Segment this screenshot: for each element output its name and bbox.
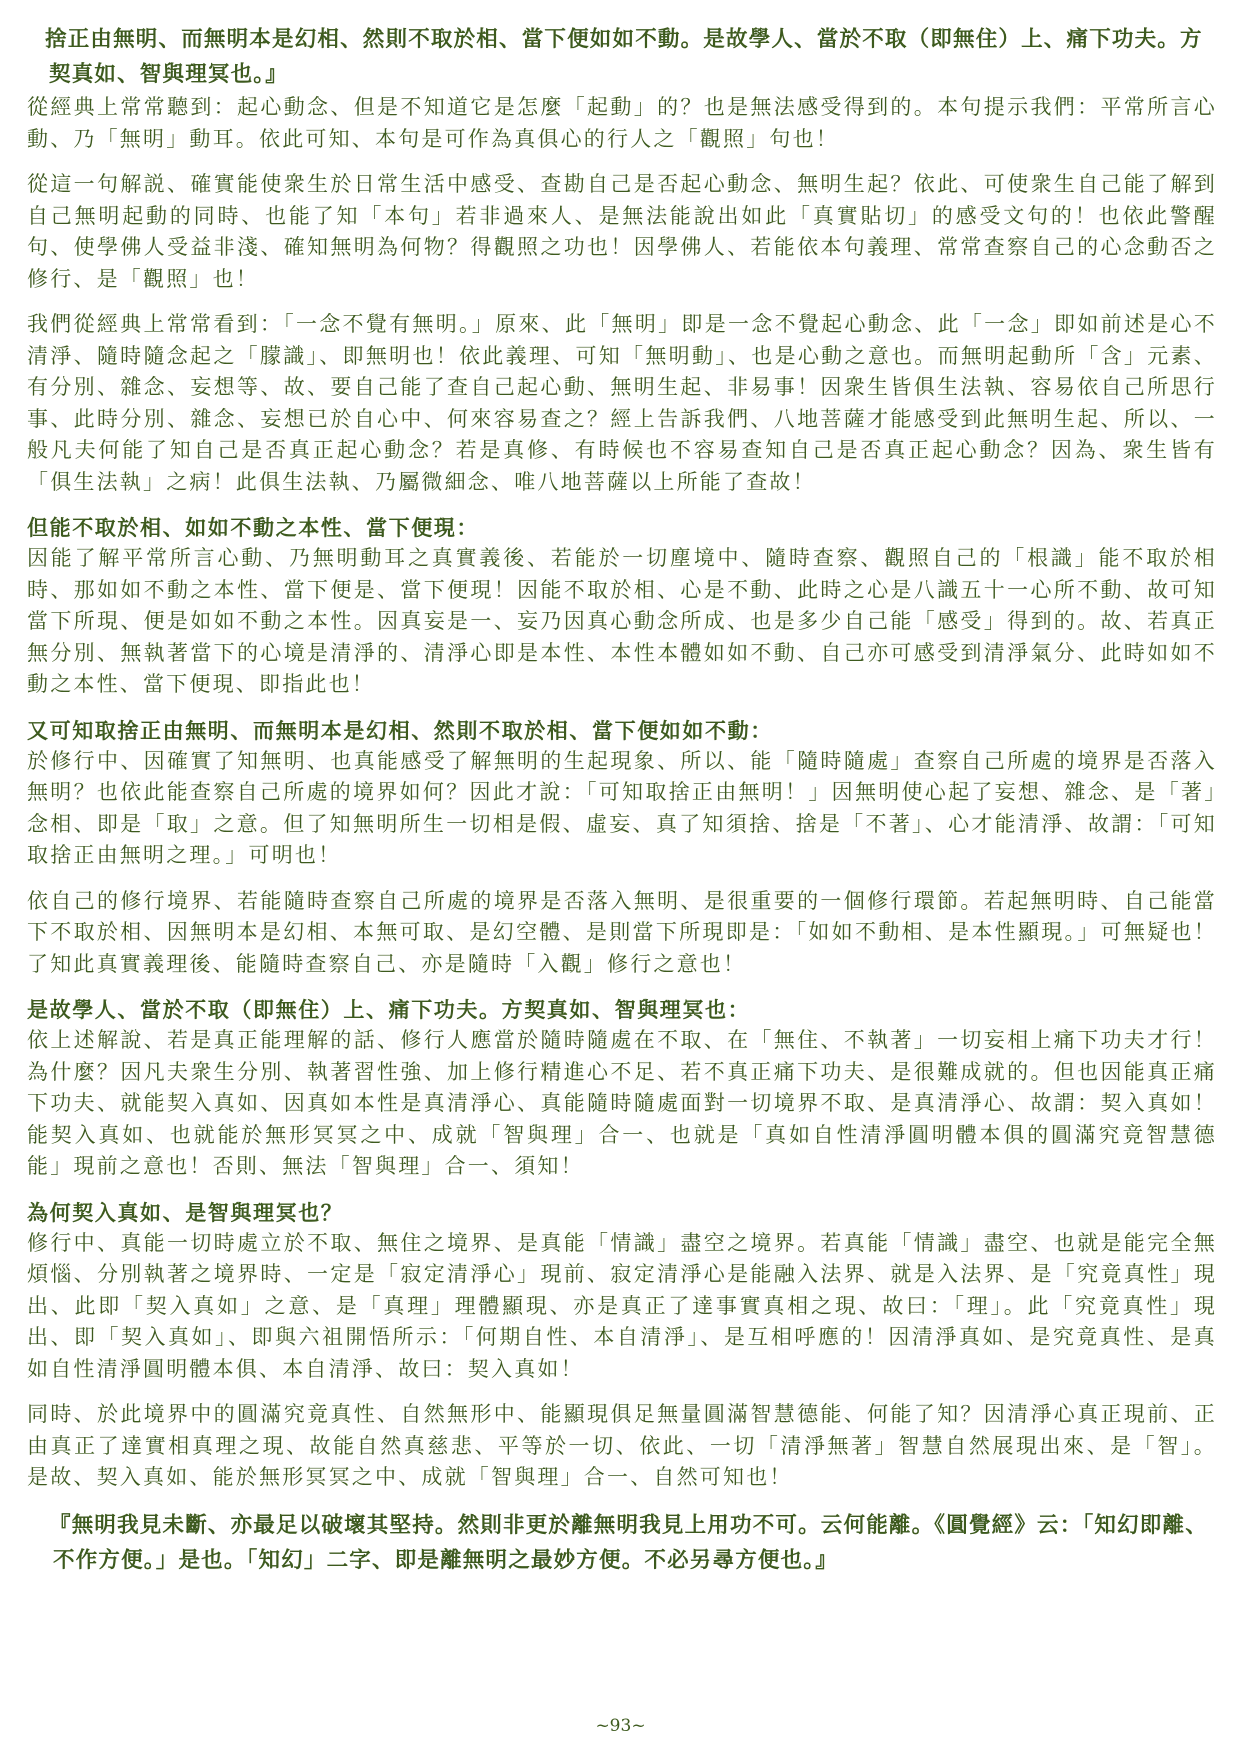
section-heading-2: 但能不取於相、如如不動之本性、當下便現： — [27, 515, 479, 540]
paragraph-section-5-1: 修行中、真能一切時處立於不取、無住之境界、是真能「情識」盡空之境界。若真能「情識」盡空、也就是能完全無煩惱、分別執著之境界時、一定是「寂定清淨心」現前、寂定清淨心是能融入法界、就是入法界、是「究竟真性」現出、此即「契入真如」之意、是「真理」理體顯現、亦是真正了達事實真相之現、故曰：「理」。此「究竟真性」現出、即「契入真如」、即與六祖開悟所示：「何期自性、本自清淨」、是互相呼應的！因清淨真如、是究竟真性、是真如自性清淨圓明體本俱、本自清淨、故曰：契入真如！ — [27, 1230, 1217, 1381]
paragraph-intro-2: 從這一句解説、確實能使衆生於日常生活中感受、查勘自己是否起心動念、無明生起？依此、可使衆生自己能了解到自己無明起動的同時、也能了知「本句」若非過來人、是無法能說出如此「真實貼切」的感受文句的！也依此警醒句、使學佛人受益非淺、確知無明為何物？得觀照之功也！因學佛人、若能依本句義理、常常查察自己的心念動否之修行、是「觀照」也！ — [27, 172, 1217, 291]
bottom-quote: 『無明我見未斷、亦最足以破壞其堅持。然則非更於離無明我見上用功不可。云何能離。《圓覺經》云：「知幻即離、不作方便。」是也。「知幻」二字、即是離無明之最妙方便。不必另尋方便也。』 — [49, 1512, 1208, 1573]
section-heading-4: 是故學人、當於不取（即無住）上、痛下功夫。方契真如、智與理冥也： — [27, 997, 751, 1022]
section-heading-5: 為何契入真如、是智與理冥也？ — [27, 1199, 344, 1225]
top-quote: 捨正由無明、而無明本是幻相、然則不取於相、當下便如如不動。是故學人、當於不取（即無住）上、痛下功夫。方契真如、智與理冥也。』 — [45, 27, 1203, 87]
page-number: ~93~ — [595, 1716, 646, 1736]
page-content — [27, 22, 1217, 1578]
section-heading-3: 又可知取捨正由無明、而無明本是幻相、然則不取於相、當下便如如不動： — [27, 717, 773, 743]
paragraph-section-5-2: 同時、於此境界中的圓滿究竟真性、自然無形中、能顯現俱足無量圓滿智慧德能、何能了知？因清淨心真正現前、正由真正了達實相真理之現、故能自然真慈悲、平等於一切、依此、一切「清淨無著」智慧自然展現出來、是「智」。是故、契入真如、能於無形冥冥之中、成就「智與理」合一、自然可知也！ — [27, 1402, 1217, 1489]
paragraph-section-3-2: 依自己的修行境界、若能隨時查察自己所處的境界是否落入無明、是很重要的一個修行環節。若起無明時、自己能當下不取於相、因無明本是幻相、本無可取、是幻空體、是則當下所現即是：「如如不動相、是本性顯現。」可無疑也！了知此真實義理後、能隨時查察自己、亦是隨時「入觀」修行之意也！ — [27, 888, 1217, 976]
paragraph-intro-1: 從經典上常常聽到：起心動念、但是不知道它是怎麼「起動」的？也是無法感受得到的。本句提示我們：平常所言心動、乃「無明」動耳。依此可知、本句是可作為真俱心的行人之「觀照」句也！ — [27, 95, 1217, 151]
paragraph-section-2-1: 因能了解平常所言心動、乃無明動耳之真實義後、若能於一切塵境中、隨時查察、觀照自己的「根識」能不取於相時、那如如不動之本性、當下便是、當下便現！因能不取於相、心是不動、此時之心是八識五十一心所不動、故可知當下所現、便是如如不動之本性。因真妄是一、妄乃因真心動念所成、也是多少自己能「感受」得到的。故、若真正無分別、無執著當下的心境是清淨的、清淨心即是本性、本性本體如如不動、自己亦可感受到清淨氣分、此時如如不動之本性、當下便現、即指此也！ — [27, 546, 1217, 696]
paragraph-section-4-1: 依上述解說、若是真正能理解的話、修行人應當於隨時隨處在不取、在「無住、不執著」一切妄相上痛下功夫才行！為什麼？因凡夫衆生分別、執著習性強、加上修行精進心不足、若不真正痛下功夫、是很難成就的。但也因能真正痛下功夫、就能契入真如、因真如本性是真清淨心、真能隨時隨處面對一切境界不取、是真清淨心、故謂：契入真如！能契入真如、也就能於無形冥冥之中、成就「智與理」合一、也就是「真如自性清淨圓明體本俱的圓滿究竟智慧德能」現前之意也！否則、無法「智與理」合一、須知！ — [27, 1028, 1217, 1178]
paragraph-section-3-1: 於修行中、因確實了知無明、也真能感受了解無明的生起現象、所以、能「隨時隨處」查察自己所處的境界是否落入無明？也依此能查察自己所處的境界如何？因此才說：「可知取捨正由無明！」因無明使心起了妄想、雜念、是「著」念相、即是「取」之意。但了知無明所生一切相是假、虛妄、真了知須捨、捨是「不著」、心才能清淨、故謂：「可知取捨正由無明之理。」可明也！ — [27, 748, 1217, 867]
paragraph-intro-3: 我們從經典上常常看到：「一念不覺有無明。」原來、此「無明」即是一念不覺起心動念、此「一念」即如前述是心不清淨、隨時隨念起之「朦識」、即無明也！依此義理、可知「無明動」、也是心動之意也。而無明起動所「含」元素、有分別、雜念、妄想等、故、要自己能了查自己起心動、無明生起、非易事！因衆生皆俱生法執、容易依自己所思行事、此時分別、雜念、妄想已於自心中、何來容易查之？經上告訴我們、八地菩薩才能感受到此無明生起、所以、一般凡夫何能了知自己是否真正起心動念？若是真修、有時候也不容易查知自己是否真正起心動念？因為、衆生皆有「俱生法執」之病！此俱生法執、乃屬微細念、唯八地菩薩以上所能了查故！ — [27, 312, 1217, 494]
